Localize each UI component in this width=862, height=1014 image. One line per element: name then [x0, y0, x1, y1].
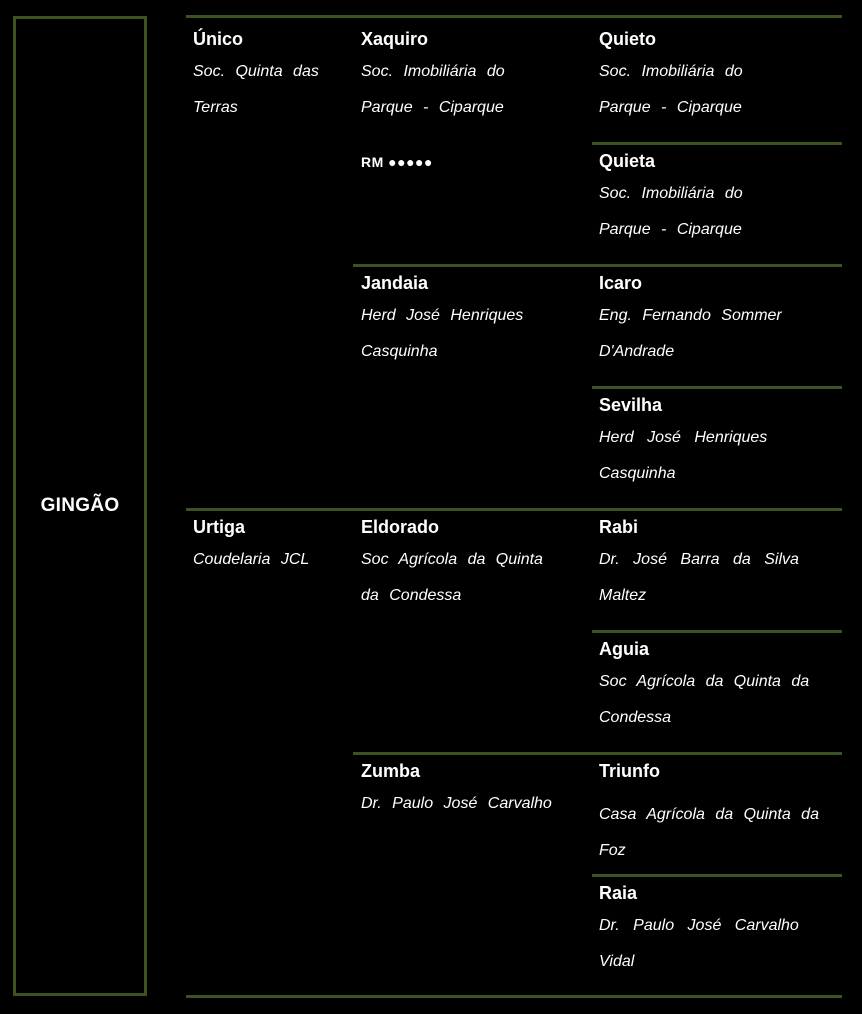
ancestor-cell	[599, 149, 799, 248]
paternal-grandsire-cell	[361, 27, 541, 170]
ancestor-name: Triunfo	[599, 761, 660, 781]
sire-name: Único	[193, 29, 244, 49]
separator	[592, 630, 842, 633]
ancestor-owner: Eng. Fernando Sommer D'Andrade	[599, 307, 782, 360]
paternal-grandsire-name: Xaquiro	[361, 29, 429, 49]
ancestor-cell	[599, 27, 799, 126]
maternal-granddam-owner: Dr. Paulo José Carvalho	[361, 795, 552, 812]
ancestor-name: Aguia	[599, 639, 650, 659]
dam-owner: Coudelaria JCL	[193, 551, 310, 568]
paternal-grandsire-owner: Soc. Imobiliária do Parque - Ciparque	[361, 63, 505, 116]
separator	[353, 264, 842, 267]
paternal-granddam-cell	[361, 271, 561, 370]
ancestor-name: Quieta	[599, 151, 656, 171]
ancestor-owner: Dr. Paulo José Carvalho Vidal	[599, 917, 799, 970]
ancestor-owner: Soc Agrícola da Quinta da Condessa	[599, 673, 810, 726]
dam-cell	[193, 515, 343, 578]
sire-cell	[193, 27, 343, 126]
maternal-granddam-cell	[361, 759, 589, 822]
separator	[592, 386, 842, 389]
ancestor-owner: Soc. Imobiliária do Parque - Ciparque	[599, 63, 743, 116]
ancestor-cell	[599, 759, 824, 869]
ancestor-owner: Casa Agrícola da Quinta da Foz	[599, 806, 819, 859]
paternal-granddam-name: Jandaia	[361, 273, 429, 293]
ancestor-name: Raia	[599, 883, 638, 903]
separator	[186, 15, 842, 18]
ancestor-cell	[599, 515, 824, 614]
separator	[186, 995, 842, 998]
separator	[592, 142, 842, 145]
separator	[592, 874, 842, 877]
paternal-granddam-owner: Herd José Henriques Casquinha	[361, 307, 524, 360]
ancestor-cell	[599, 881, 827, 980]
sire-owner: Soc. Quinta das Terras	[193, 63, 319, 116]
ancestor-name: Icaro	[599, 273, 643, 293]
maternal-grandsire-cell	[361, 515, 561, 614]
ancestor-owner: Dr. José Barra da Silva Maltez	[599, 551, 799, 604]
maternal-grandsire-owner: Soc Agrícola da Quinta da Condessa	[361, 551, 543, 604]
maternal-granddam-name: Zumba	[361, 761, 421, 781]
registration-number: RM ●●●●●	[361, 154, 433, 170]
subject-box	[13, 16, 147, 996]
ancestor-name: Sevilha	[599, 395, 663, 415]
ancestor-cell	[599, 393, 824, 492]
separator	[186, 508, 842, 511]
ancestor-cell	[599, 271, 824, 370]
ancestor-owner: Soc. Imobiliária do Parque - Ciparque	[599, 185, 743, 238]
subject-name: GINGÃO	[40, 495, 120, 516]
ancestor-cell	[599, 637, 824, 736]
ancestor-name: Quieto	[599, 29, 656, 49]
dam-name: Urtiga	[193, 517, 246, 537]
separator	[353, 752, 842, 755]
ancestor-name: Rabi	[599, 517, 639, 537]
ancestor-owner: Herd José Henriques Casquinha	[599, 429, 768, 482]
maternal-grandsire-name: Eldorado	[361, 517, 440, 537]
